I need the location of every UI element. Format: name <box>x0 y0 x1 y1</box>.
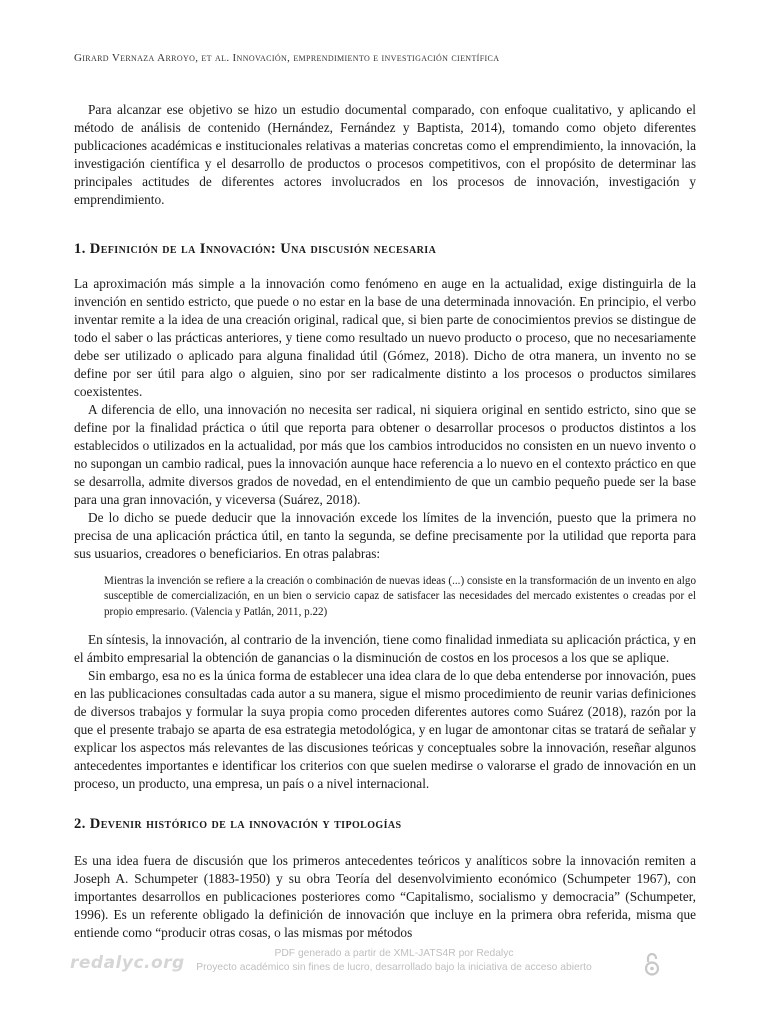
open-access-icon[interactable] <box>644 951 660 977</box>
running-header: Girard Vernaza Arroyo, et al. Innovación, emprendimiento e investigación científica <box>74 52 500 64</box>
intro-paragraph: Para alcanzar ese objetivo se hizo un estudio documental comparado, con enfoque cualitativo, y aplicando el método de análisis de contenido (Hernández, Fernández y Baptista, 2014), tomando como objeto diferentes publicaciones académicas e institucionales relativas a materias concretas como el emprendimiento, la innovación, la investigación científica y el desarrollo de productos o procesos competitivos, con el propósito de determinar las principales actitudes de diferentes actores involucrados en los procesos de innovación, investigación y emprendimiento. <box>74 102 696 207</box>
section-1-paragraph: De lo dicho se puede deducir que la innovación excede los límites de la invención, puesto que la primera no precisa de una aplicación práctica útil, en tanto la segunda, se define precisamente por la utilidad que reporta para sus usuarios, creadores o beneficiarios. En otras palabras: <box>74 510 696 561</box>
section-1-paragraph: Sin embargo, esa no es la única forma de establecer una idea clara de lo que deba entenderse por innovación, pues en las publicaciones consultadas cada autor a su manera, sigue el mismo procedimiento de reunir varias definiciones de diversos trabajos y formular la suya propia como proceden diferentes autores como Suárez (2018), razón por la que el presente trabajo se aparta de esa estrategia metodológica, y en lugar de amontonar citas se tratará de señalar y explicar los aspectos más relevantes de las discusiones teóricas y conceptuales sobre la innovación, reseñar algunos antecedentes importantes e identificar los criterios con que suelen medirse o valorarse el grado de innovación en un proceso, un producto, una empresa, un país o a nivel internacional. <box>74 667 696 791</box>
article-body <box>74 101 696 942</box>
redalyc-logo[interactable]: redalyc.org <box>70 953 185 973</box>
section-1-heading: 1. Definición de la Innovación: Una discusión necesaria <box>74 241 437 257</box>
block-quote: Mientras la invención se refiere a la creación o combinación de nuevas ideas (...) consiste en la transformación de un invento en algo susceptible de comercialización, en un bien o servicio capaz de satisfacer las necesidades del mercado existentes o creadas por el propio empresario. (Valencia y Patlán, 2011, p.22) <box>104 575 696 618</box>
footer-line-project: Proyecto académico sin fines de lucro, desarrollado bajo la iniciativa de acceso abierto <box>196 961 592 973</box>
section-1-paragraph: A diferencia de ello, una innovación no necesita ser radical, ni siquiera original en sentido estricto, sino que se define por la finalidad práctica o útil que reporta para obtener o desarrollar procesos o productos distintos a los establecidos o utilizados en la actualidad, por más que los cambios introducidos no consisten en un nuevo invento o no supongan un cambio radical, pues la innovación aunque hace referencia a lo nuevo en el contexto práctico en que se desarrolla, admite diversos grados de novedad, en el entendimiento de que un cambio pequeño puede ser la base para una gran innovación, y viceversa (Suárez, 2018). <box>74 402 696 507</box>
page-footer <box>0 947 768 987</box>
section-1-paragraph: La aproximación más simple a la innovación como fenómeno en auge en la actualidad, exige distinguirla de la invención en sentido estricto, que puede o no estar en la base de una determinada innovación. En principio, el verbo inventar remite a la idea de una creación original, radical que, si bien parte de conocimientos previos se distingue de todo el saber o las prácticas anteriores, y tiene como resultado un nuevo producto o proceso, que no necesariamente debe ser utilizado o aplicado para alguna finalidad útil (Gómez, 2018). Dicho de otra manera, un invento no se define por ser útil para algo o alguien, sino por ser radicalmente distinto a los procesos o productos similares coexistentes. <box>74 276 696 399</box>
section-1-paragraph: En síntesis, la innovación, al contrario de la invención, tiene como finalidad inmediata su aplicación práctica, y en el ámbito empresarial la obtención de ganancias o la disminución de costos en los procesos a los que se aplique. <box>74 631 696 665</box>
section-2-paragraph: Es una idea fuera de discusión que los primeros antecedentes teóricos y analíticos sobre la innovación remiten a Joseph A. Schumpeter (1883-1950) y su obra Teoría del desenvolvimiento económico (Schumpeter 1967), con importantes desarrollos en publicaciones posteriores como “Capitalismo, socialismo y democracia” (Schumpeter, 1996). Es un referente obligado la definición de innovación que incluye en la primera obra referida, misma que entiende como “producir otras cosas, o las mismas por métodos <box>74 852 696 940</box>
footer-notice <box>194 947 594 974</box>
section-2-heading: 2. Devenir histórico de la innovación y tipologías <box>74 815 402 832</box>
footer-line-generated: PDF generado a partir de XML-JATS4R por Redalyc <box>274 948 514 959</box>
